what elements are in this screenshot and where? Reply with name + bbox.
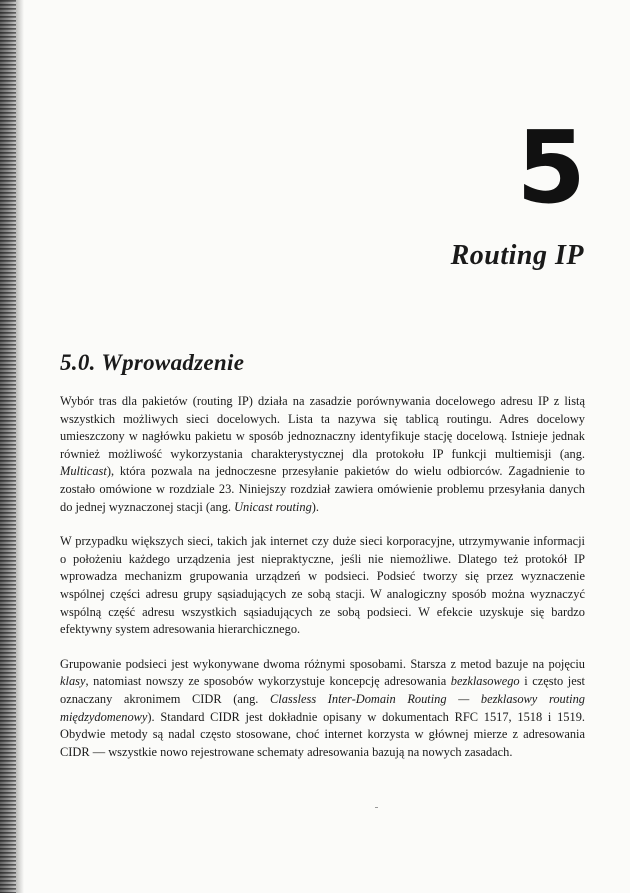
chapter-number: 5: [516, 109, 586, 226]
text-run: Grupowanie podsieci jest wykonywane dwoma różnymi sposobami. Starsza z metod bazuje na pojęciu: [60, 656, 585, 671]
text-run: , natomiast nowszy ze sposobów wykorzystuje koncepcję adresowania: [85, 674, 451, 689]
text-run: ), która pozwala na jednoczesne przesyłanie pakietów do wielu odbiorców. Zagadnienie to zostało omówione w rozdziale 23. Niniejszy rozdział zawiera omówienie problemu przesyłania danych do jednej wyznaczonej stacji (ang.: [60, 464, 585, 514]
text-run: Wybór tras dla pakietów (routing IP) działa na zasadzie porównywania docelowego adresu IP z listą wszystkich możliwych sieci docelowych. Lista ta nazywa się tablicą routingu. Adres docelowy umieszczony w nagłówku pakietu w sposób jednoznaczny identyfikuje stację docelową. Istnieje jednak również możliwość wykorzystania charakterystycznej dla protokołu IP funkcji multiemisji (ang.: [60, 394, 585, 461]
chapter-title: Routing IP: [450, 240, 584, 271]
scan-speck: [375, 807, 378, 808]
italic-term: Unicast routing: [234, 499, 312, 514]
italic-term: klasy: [60, 674, 86, 689]
paragraph: [60, 656, 585, 762]
italic-term: Multicast: [60, 464, 107, 479]
book-binding-shadow: [0, 0, 16, 893]
italic-term: bezklasowego: [450, 674, 520, 689]
body-text: [60, 393, 585, 778]
paragraph: [60, 533, 585, 639]
binding-edge-shadow: [16, 0, 24, 893]
text-run: ). Standard CIDR jest dokładnie opisany w dokumentach RFC 1517, 1518 i 1519. Obydwie metody są nadal często stosowane, choć internet korzysta w głównej mierze z adresowania CIDR — wszystkie nowo rejestrowane schematy adresowania bazują na nowych zasadach.: [60, 709, 585, 759]
italic-term: Classless Inter-Domain Routing — bezklasowy routing międzydomenowy: [60, 691, 585, 724]
text-run: i często jest oznaczany akronimem CIDR (ang.: [60, 674, 585, 706]
text-run: ).: [311, 499, 319, 514]
paragraph: [60, 393, 585, 516]
section-heading: 5.0. Wprowadzenie: [60, 350, 245, 375]
text-run: W przypadku większych sieci, takich jak internet czy duże sieci korporacyjne, utrzymywanie informacji o położeniu każdego urządzenia jest niepraktyczne, jeśli nie niemożliwe. Dlatego też protokół IP wprowadza mechanizm grupowania urządzeń w podsieci. Podsieć tworzy się przez wyznaczenie wspólnej części adresu grupy sąsiadujących ze sobą stacji. W analogiczny sposób można wyznaczyć wspólną część adresu wszystkich sąsiadujących ze sobą podsieci. W efekcie uzyskuje się bardzo efektywny system adresowania hierarchicznego.: [60, 534, 585, 637]
